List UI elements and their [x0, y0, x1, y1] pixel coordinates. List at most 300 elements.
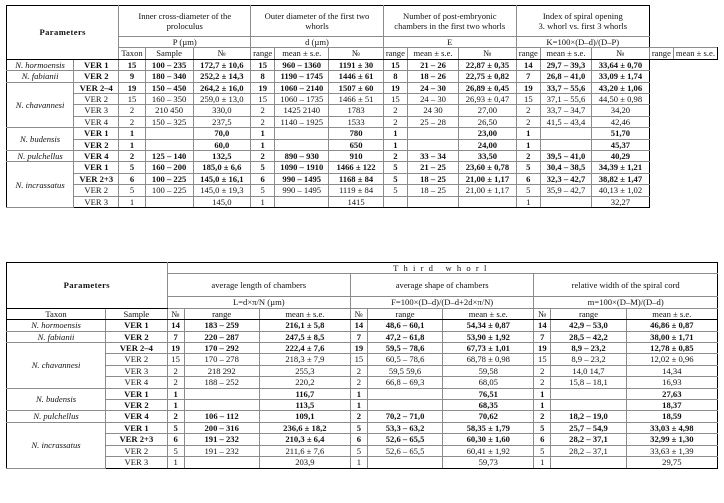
- cell-mean-4: 42,46: [592, 116, 650, 127]
- table-row: [7, 434, 718, 445]
- cell-n-2: 1: [251, 139, 275, 150]
- cell-mean-1: 145,0 ± 19,3: [193, 185, 251, 196]
- cell-range-1: 220 – 287: [184, 331, 259, 342]
- cell-range-3: 18 – 26: [407, 71, 458, 82]
- cell-n-1: 2: [119, 105, 145, 116]
- cell-n-2: 6: [350, 434, 367, 445]
- cell-n-3: 1: [534, 400, 551, 411]
- cell-n-1: 15: [119, 59, 145, 70]
- cell-mean-3: 16,93: [626, 377, 717, 388]
- cell-mean-2: 53,90 ± 1,92: [443, 331, 534, 342]
- cell-n-4: 6: [516, 173, 540, 184]
- table-row: [7, 388, 718, 399]
- taxon-name: N. chavannesi: [7, 343, 106, 389]
- sample-label: VER 2: [74, 185, 119, 196]
- subheader-n-1: №: [193, 48, 251, 59]
- parameters-table-first-two-whorls: [6, 5, 718, 208]
- cell-range-1: 106 – 112: [184, 411, 259, 422]
- cell-mean-3: 27,00: [459, 105, 517, 116]
- cell-n-3: 19: [534, 343, 551, 354]
- cell-range-4: 26,8 – 41,0: [540, 71, 591, 82]
- cell-range-1: 150 – 450: [145, 82, 193, 93]
- cell-n-2: 5: [350, 445, 367, 456]
- cell-mean-4: 34,39 ± 1,21: [592, 162, 650, 173]
- cell-range-3: [551, 400, 626, 411]
- cell-range-1: 100 – 225: [145, 173, 193, 184]
- cell-range-2: 52,6 – 65,5: [367, 434, 442, 445]
- sample-label: VER 3: [106, 365, 168, 376]
- cell-n-1: 2: [119, 116, 145, 127]
- cell-range-3: 28,2 – 37,1: [551, 445, 626, 456]
- cell-range-3: [407, 196, 458, 207]
- subheader-range-2: range: [383, 48, 407, 59]
- cell-mean-3: 22,75 ± 0,82: [459, 71, 517, 82]
- cell-range-1: [184, 388, 259, 399]
- cell-range-2: 52,6 – 65,5: [367, 445, 442, 456]
- cell-mean-1: 255,3: [259, 365, 350, 376]
- cell-mean-1: 222,4 ± 7,6: [259, 343, 350, 354]
- cell-range-2: 1190 – 1745: [275, 71, 329, 82]
- table-row: [7, 354, 718, 365]
- cell-mean-2: 1446 ± 61: [329, 71, 384, 82]
- cell-mean-3: 27,63: [626, 388, 717, 399]
- cell-range-2: 1140 – 1925: [275, 116, 329, 127]
- cell-mean-3: 23,00: [459, 128, 517, 139]
- table-row: [7, 94, 718, 105]
- subheader-range-2: range: [367, 308, 442, 319]
- cell-n-2: 1: [251, 196, 275, 207]
- cell-range-2: 960 – 1360: [275, 59, 329, 70]
- cell-range-2: 53,3 – 63,2: [367, 422, 442, 433]
- subheader-mean-3: mean ± s.e.: [540, 48, 591, 59]
- group-title-4: [516, 6, 649, 37]
- cell-range-2: 990 – 1495: [275, 185, 329, 196]
- cell-range-3: 18 – 25: [407, 185, 458, 196]
- cell-range-4: [540, 196, 591, 207]
- cell-n-1: 6: [167, 434, 184, 445]
- cell-mean-1: 247,5 ± 8,5: [259, 331, 350, 342]
- group-title-line1: average length of chambers: [211, 280, 307, 291]
- cell-mean-3: 12,02 ± 0,96: [626, 354, 717, 365]
- cell-n-4: 5: [516, 185, 540, 196]
- group-formula-1: L=d×π/N (µm): [167, 297, 350, 308]
- group-formula-1: P (µm): [119, 37, 251, 48]
- cell-mean-1: 145,0: [193, 196, 251, 207]
- cell-mean-4: 32,27: [592, 196, 650, 207]
- subheader-mean-3: mean ± s.e.: [626, 308, 717, 319]
- cell-range-1: [145, 128, 193, 139]
- cell-mean-3: 26,50: [459, 116, 517, 127]
- parameters-table-third-whorl: [6, 262, 718, 469]
- cell-range-4: [540, 128, 591, 139]
- cell-mean-2: 67,73 ± 1,01: [443, 343, 534, 354]
- cell-mean-3: 18,59: [626, 411, 717, 422]
- sample-label: VER 4: [74, 151, 119, 162]
- cell-n-3: 14: [534, 320, 551, 331]
- cell-mean-1: 203,9: [259, 457, 350, 468]
- taxon-name: N. budensis: [7, 388, 106, 411]
- cell-n-2: 19: [251, 82, 275, 93]
- taxon-name: N. pulchellus: [7, 411, 106, 422]
- cell-n-1: 7: [167, 331, 184, 342]
- cell-n-2: 1: [251, 128, 275, 139]
- cell-range-2: [367, 388, 442, 399]
- cell-mean-1: 145,0 ± 16,1: [193, 173, 251, 184]
- cell-n-3: 2: [383, 116, 407, 127]
- subheader-taxon: Taxon: [119, 48, 145, 59]
- cell-range-3: 18,2 – 19,0: [551, 411, 626, 422]
- cell-mean-1: 185,0 ± 6,6: [193, 162, 251, 173]
- group-title-3: [383, 6, 516, 37]
- table-row: [7, 411, 718, 422]
- cell-mean-2: 780: [329, 128, 384, 139]
- cell-mean-1: 109,1: [259, 411, 350, 422]
- group-title-2: [251, 6, 384, 37]
- sample-label: VER 2: [74, 94, 119, 105]
- cell-n-2: 1: [350, 388, 367, 399]
- cell-n-3: 1: [534, 388, 551, 399]
- cell-n-2: 7: [350, 331, 367, 342]
- cell-n-2: 5: [350, 422, 367, 433]
- cell-n-3: 2: [534, 365, 551, 376]
- cell-n-4: 7: [516, 71, 540, 82]
- cell-mean-1: 210,3 ± 6,4: [259, 434, 350, 445]
- cell-mean-3: 21,00 ± 1,17: [459, 173, 517, 184]
- table-row: [7, 320, 718, 331]
- cell-n-2: 2: [251, 151, 275, 162]
- cell-range-2: 47,2 – 61,8: [367, 331, 442, 342]
- cell-range-3: 33 – 34: [407, 151, 458, 162]
- table-row: [7, 185, 718, 196]
- cell-mean-1: 211,6 ± 7,6: [259, 445, 350, 456]
- cell-mean-2: 68,35: [443, 400, 534, 411]
- table2-wrapper: [6, 262, 718, 469]
- cell-mean-4: 33,09 ± 1,74: [592, 71, 650, 82]
- cell-range-2: 70,2 – 71,0: [367, 411, 442, 422]
- cell-mean-2: 1168 ± 84: [329, 173, 384, 184]
- cell-range-4: 33,7 – 34,7: [540, 105, 591, 116]
- cell-range-2: [275, 128, 329, 139]
- sample-label: VER 2: [74, 139, 119, 150]
- group-title-line1: Inner cross-diameter of the: [138, 10, 232, 21]
- cell-mean-3: 33,50: [459, 151, 517, 162]
- cell-range-3: [551, 388, 626, 399]
- cell-range-3: 15,8 – 18,1: [551, 377, 626, 388]
- cell-n-3: 5: [383, 173, 407, 184]
- cell-mean-3: 33,63 ± 1,39: [626, 445, 717, 456]
- cell-range-1: 170 – 292: [184, 343, 259, 354]
- cell-mean-2: 60,30 ± 1,60: [443, 434, 534, 445]
- cell-mean-3: 46,86 ± 0,87: [626, 320, 717, 331]
- group-title-line2: chambers in the first two whorls: [394, 21, 506, 31]
- sample-label: VER 4: [106, 377, 168, 388]
- cell-n-2: 2: [251, 105, 275, 116]
- sample-label: VER 2: [106, 445, 168, 456]
- subheader-range-4: range: [649, 48, 673, 59]
- cell-n-2: 19: [350, 343, 367, 354]
- cell-n-2: 5: [251, 185, 275, 196]
- group-title-line1: Outer diameter of the first two: [264, 10, 370, 21]
- cell-range-3: 28,2 – 37,1: [551, 434, 626, 445]
- group-title-line2: 3. whorl vs. first 3 whorls: [538, 21, 628, 31]
- cell-range-2: [367, 400, 442, 411]
- cell-n-1: 6: [119, 173, 145, 184]
- subheader-mean-4: mean ± s.e.: [673, 48, 717, 59]
- cell-range-2: [275, 196, 329, 207]
- cell-range-2: 48,6 – 60,1: [367, 320, 442, 331]
- cell-n-1: 1: [167, 400, 184, 411]
- cell-range-1: 100 – 225: [145, 185, 193, 196]
- cell-mean-3: 33,03 ± 4,98: [626, 422, 717, 433]
- cell-n-3: 5: [534, 422, 551, 433]
- table-row: [7, 151, 718, 162]
- cell-range-3: 25 – 28: [407, 116, 458, 127]
- taxon-name: N. incrassatus: [7, 422, 106, 468]
- cell-range-3: 8,9 – 23,2: [551, 354, 626, 365]
- cell-n-4: 14: [516, 59, 540, 70]
- cell-n-4: 2: [516, 151, 540, 162]
- cell-n-2: 14: [350, 320, 367, 331]
- cell-mean-3: 38,00 ± 1,71: [626, 331, 717, 342]
- cell-mean-2: 1533: [329, 116, 384, 127]
- cell-n-3: 2: [534, 377, 551, 388]
- cell-mean-3: 29,75: [626, 457, 717, 468]
- cell-n-1: 5: [119, 185, 145, 196]
- cell-mean-1: 113,5: [259, 400, 350, 411]
- cell-range-2: 890 – 930: [275, 151, 329, 162]
- cell-mean-2: 54,34 ± 0,87: [443, 320, 534, 331]
- cell-range-4: [540, 139, 591, 150]
- group-title-line1: Index of spiral opening: [542, 10, 623, 21]
- subheader-range-1: range: [251, 48, 275, 59]
- sample-label: VER 2: [106, 354, 168, 365]
- subheader-n-3: №: [459, 48, 517, 59]
- cell-n-3: 8: [383, 71, 407, 82]
- group-formula-3: E: [383, 37, 516, 48]
- cell-range-3: 21 – 26: [407, 59, 458, 70]
- cell-mean-2: 59,73: [443, 457, 534, 468]
- header-spanner-row: [7, 263, 718, 274]
- cell-n-1: 2: [167, 411, 184, 422]
- cell-n-1: 2: [119, 151, 145, 162]
- parameters-title: Parameters: [7, 6, 119, 60]
- cell-mean-4: 33,64 ± 0,70: [592, 59, 650, 70]
- cell-mean-1: 60,0: [193, 139, 251, 150]
- cell-mean-2: 59,58: [443, 365, 534, 376]
- cell-n-4: 1: [516, 139, 540, 150]
- cell-range-3: [407, 139, 458, 150]
- cell-n-3: 5: [383, 162, 407, 173]
- cell-range-3: 8,9 – 23,2: [551, 343, 626, 354]
- sample-label: VER 2: [106, 331, 168, 342]
- group-title-line2: whorls: [305, 21, 329, 31]
- cell-range-3: 42,9 – 53,0: [551, 320, 626, 331]
- table-row: [7, 400, 718, 411]
- cell-mean-1: 236,6 ± 18,2: [259, 422, 350, 433]
- cell-mean-3: [459, 196, 517, 207]
- cell-n-3: 15: [383, 94, 407, 105]
- group-title-line1: Number of post-embryonic: [403, 10, 497, 21]
- subheader-mean-1: mean ± s.e.: [259, 308, 350, 319]
- cell-mean-1: 218,3 ± 7,9: [259, 354, 350, 365]
- cell-range-3: 28,5 – 42,2: [551, 331, 626, 342]
- subheader-taxon: Taxon: [7, 308, 106, 319]
- sample-label: VER 1: [106, 422, 168, 433]
- cell-n-3: 2: [383, 151, 407, 162]
- cell-n-1: 5: [119, 162, 145, 173]
- cell-range-1: 218 292: [184, 365, 259, 376]
- cell-range-4: 32,3 – 42,7: [540, 173, 591, 184]
- cell-range-1: 188 – 252: [184, 377, 259, 388]
- group-title-line1: relative width of the spiral cord: [571, 280, 680, 291]
- cell-range-4: 41,5 – 43,4: [540, 116, 591, 127]
- cell-range-1: 210 450: [145, 105, 193, 116]
- cell-range-4: 35,9 – 42,7: [540, 185, 591, 196]
- cell-range-3: 24 – 30: [407, 82, 458, 93]
- cell-mean-1: 220,2: [259, 377, 350, 388]
- cell-mean-3: 24,00: [459, 139, 517, 150]
- cell-n-3: 7: [534, 331, 551, 342]
- cell-mean-2: 1119 ± 84: [329, 185, 384, 196]
- cell-range-1: 200 – 316: [184, 422, 259, 433]
- taxon-name: N. incrassatus: [7, 162, 74, 208]
- table-row: [7, 445, 718, 456]
- table-row: [7, 105, 718, 116]
- cell-range-4: 39,5 – 41,0: [540, 151, 591, 162]
- cell-mean-2: 58,35 ± 1,79: [443, 422, 534, 433]
- cell-range-3: 24 30: [407, 105, 458, 116]
- table-row: [7, 196, 718, 207]
- subheader-mean-2: mean ± s.e.: [443, 308, 534, 319]
- cell-n-3: 6: [534, 434, 551, 445]
- cell-mean-3: 12,78 ± 0,85: [626, 343, 717, 354]
- cell-mean-3: 22,87 ± 0,35: [459, 59, 517, 70]
- cell-range-1: 183 – 259: [184, 320, 259, 331]
- cell-range-4: 29,7 – 39,3: [540, 59, 591, 70]
- cell-n-4: 5: [516, 162, 540, 173]
- sample-label: VER 1: [74, 59, 119, 70]
- cell-range-3: 18 – 25: [407, 173, 458, 184]
- cell-range-3: [407, 128, 458, 139]
- cell-mean-4: 40,29: [592, 151, 650, 162]
- cell-n-3: [383, 196, 407, 207]
- cell-range-2: 1090 – 1910: [275, 162, 329, 173]
- cell-n-2: 2: [251, 116, 275, 127]
- cell-n-1: 9: [119, 71, 145, 82]
- cell-range-2: 1425 2140: [275, 105, 329, 116]
- sample-label: VER 1: [74, 128, 119, 139]
- group-title-3: [534, 274, 718, 297]
- taxon-name: N. chavannesi: [7, 82, 74, 128]
- cell-range-2: 990 – 1495: [275, 173, 329, 184]
- sample-label: VER 2–4: [106, 343, 168, 354]
- cell-n-1: 1: [119, 196, 145, 207]
- cell-n-3: 19: [383, 82, 407, 93]
- cell-n-1: 1: [119, 139, 145, 150]
- group-formula-2: d (µm): [251, 37, 384, 48]
- cell-range-3: 25,7 – 54,9: [551, 422, 626, 433]
- cell-range-4: 30,4 – 38,5: [540, 162, 591, 173]
- parameters-title: Parameters: [7, 263, 168, 309]
- sample-label: VER 2+3: [106, 434, 168, 445]
- table-row: [7, 331, 718, 342]
- taxon-name: N. hormoensis: [7, 320, 106, 331]
- cell-n-3: 1: [383, 128, 407, 139]
- cell-mean-3: 32,99 ± 1,30: [626, 434, 717, 445]
- cell-n-3: 15: [534, 354, 551, 365]
- sample-label: VER 1: [106, 388, 168, 399]
- cell-mean-1: 116,7: [259, 388, 350, 399]
- subheader-range-3: range: [551, 308, 626, 319]
- subheader-n-1: №: [167, 308, 184, 319]
- cell-n-3: 1: [383, 139, 407, 150]
- subheader-sample: Sample: [145, 48, 193, 59]
- cell-range-3: [551, 457, 626, 468]
- cell-n-2: 15: [251, 59, 275, 70]
- header-subheader-row: [7, 308, 718, 319]
- subheader-range-1: range: [184, 308, 259, 319]
- table-row: [7, 343, 718, 354]
- cell-mean-2: 68,78 ± 0,98: [443, 354, 534, 365]
- cell-n-3: 2: [383, 105, 407, 116]
- table-row: [7, 82, 718, 93]
- cell-n-2: 1: [350, 400, 367, 411]
- cell-mean-1: 264,2 ± 16,0: [193, 82, 251, 93]
- subheader-sample: Sample: [106, 308, 168, 319]
- taxon-name: N. fabianii: [7, 331, 106, 342]
- cell-n-1: 14: [167, 320, 184, 331]
- cell-n-3: 5: [383, 185, 407, 196]
- group-formula-2: F=100×(D–d)/(D–d+2d×π/N): [350, 297, 533, 308]
- cell-mean-2: 76,51: [443, 388, 534, 399]
- subheader-n-3: №: [534, 308, 551, 319]
- group-title-line1: average shape of chambers: [395, 280, 489, 291]
- cell-range-1: [184, 400, 259, 411]
- cell-range-1: 170 – 278: [184, 354, 259, 365]
- group-formula-4: K=100×(D–d)/(D–P): [516, 37, 649, 48]
- cell-range-1: 160 – 350: [145, 94, 193, 105]
- group-title-1: [119, 6, 251, 37]
- cell-range-2: 60,5 – 78,6: [367, 354, 442, 365]
- cell-mean-1: 132,5: [193, 151, 251, 162]
- cell-mean-2: 1415: [329, 196, 384, 207]
- cell-n-1: 1: [167, 457, 184, 468]
- cell-n-4: 2: [516, 116, 540, 127]
- sample-label: VER 2: [106, 400, 168, 411]
- table-row: [7, 422, 718, 433]
- cell-n-1: 15: [167, 354, 184, 365]
- cell-mean-4: 45,37: [592, 139, 650, 150]
- cell-n-2: 8: [251, 71, 275, 82]
- cell-mean-4: 51,70: [592, 128, 650, 139]
- cell-range-1: [145, 196, 193, 207]
- cell-n-4: 15: [516, 94, 540, 105]
- cell-range-3: 24 – 30: [407, 94, 458, 105]
- cell-mean-1: 216,1 ± 5,8: [259, 320, 350, 331]
- cell-range-2: 59,5 59,6: [367, 365, 442, 376]
- cell-mean-3: 21,00 ± 1,17: [459, 185, 517, 196]
- subheader-mean-1: mean ± s.e.: [275, 48, 329, 59]
- cell-range-2: 1060 – 2140: [275, 82, 329, 93]
- cell-n-2: 15: [251, 94, 275, 105]
- cell-n-3: 5: [534, 445, 551, 456]
- cell-mean-1: 172,7 ± 10,6: [193, 59, 251, 70]
- taxon-name: N. hormoensis: [7, 59, 74, 70]
- cell-mean-2: 1466 ± 122: [329, 162, 384, 173]
- cell-mean-3: 26,93 ± 0,47: [459, 94, 517, 105]
- cell-mean-2: 910: [329, 151, 384, 162]
- cell-n-3: 2: [534, 411, 551, 422]
